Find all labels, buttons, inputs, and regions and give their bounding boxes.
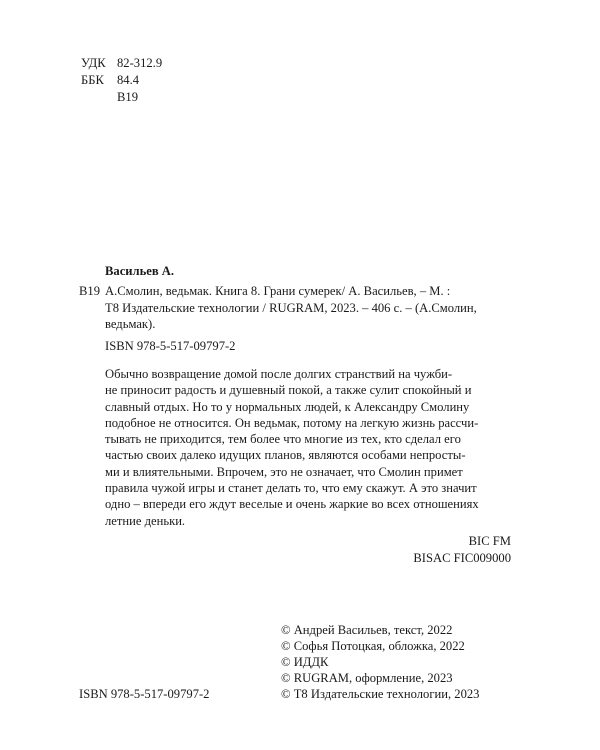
annotation-line: правила чужой игры и станет делать то, что ему скажут. А это значит	[105, 481, 477, 496]
copyright-line: © Андрей Васильев, текст, 2022	[281, 623, 453, 637]
bbk-label: ББК	[81, 73, 104, 87]
annotation-line: летние деньки.	[105, 513, 186, 528]
annotation-line: подобное не относится. Он ведьмак, потому на легкую жизнь рассчи-	[105, 415, 479, 430]
annotation-line: не приносит радость и душевный покой, а также сулит спокойный и	[105, 383, 472, 398]
copyright-line: © ИДДК	[281, 655, 329, 669]
bisac-code: BISAC FIC009000	[413, 551, 511, 565]
bic-code: BIC FM	[468, 534, 511, 548]
description-line: ведьмак).	[105, 317, 156, 331]
subject-codes	[409, 533, 511, 567]
annotation-line: ми и влиятельными. Впрочем, это не означает, что Смолин примет	[105, 464, 463, 479]
bbk-row	[81, 72, 139, 88]
author-heading: Васильев А.	[105, 264, 175, 278]
author-sign-row	[81, 89, 138, 105]
description-line: А.Смолин, ведьмак. Книга 8. Грани сумерек/ А. Васильев, – М. :	[105, 284, 451, 298]
copyright-line: © Софья Потоцкая, обложка, 2022	[281, 639, 465, 653]
bibliographic-description	[105, 283, 520, 333]
copyright-line: © RUGRAM, оформление, 2023	[281, 671, 453, 685]
author-sign: В19	[117, 90, 138, 104]
annotation-line: частью своих далеко идущих планов, являются особами непросты-	[105, 448, 466, 463]
udk-row	[81, 55, 162, 71]
annotation-line: славный отдых. Но то у нормальных людей, к Александру Смолину	[105, 399, 470, 414]
copyright-block	[281, 622, 479, 702]
udk-value: 82-312.9	[117, 56, 163, 70]
annotation	[105, 366, 479, 529]
annotation-line: одно – впереди его ждут веселые и очень жаркие во всех отношениях	[105, 497, 479, 512]
bbk-value: 84.4	[117, 73, 140, 87]
entry-author-sign: В19	[79, 284, 100, 298]
description-line: Т8 Издательские технологии / RUGRAM, 2023. – 406 с. – (А.Смолин,	[105, 300, 477, 315]
annotation-line: Обычно возвращение домой после долгих странствий на чужби-	[105, 367, 453, 381]
isbn-main: ISBN 978-5-517-09797-2	[105, 339, 236, 353]
udk-label: УДК	[81, 56, 106, 70]
copyright-line: © Т8 Издательские технологии, 2023	[281, 687, 480, 701]
isbn-footer: ISBN 978-5-517-09797-2	[79, 687, 210, 701]
annotation-line: тывать не приходится, тем более что многие из тех, кто сделал его	[105, 432, 461, 447]
